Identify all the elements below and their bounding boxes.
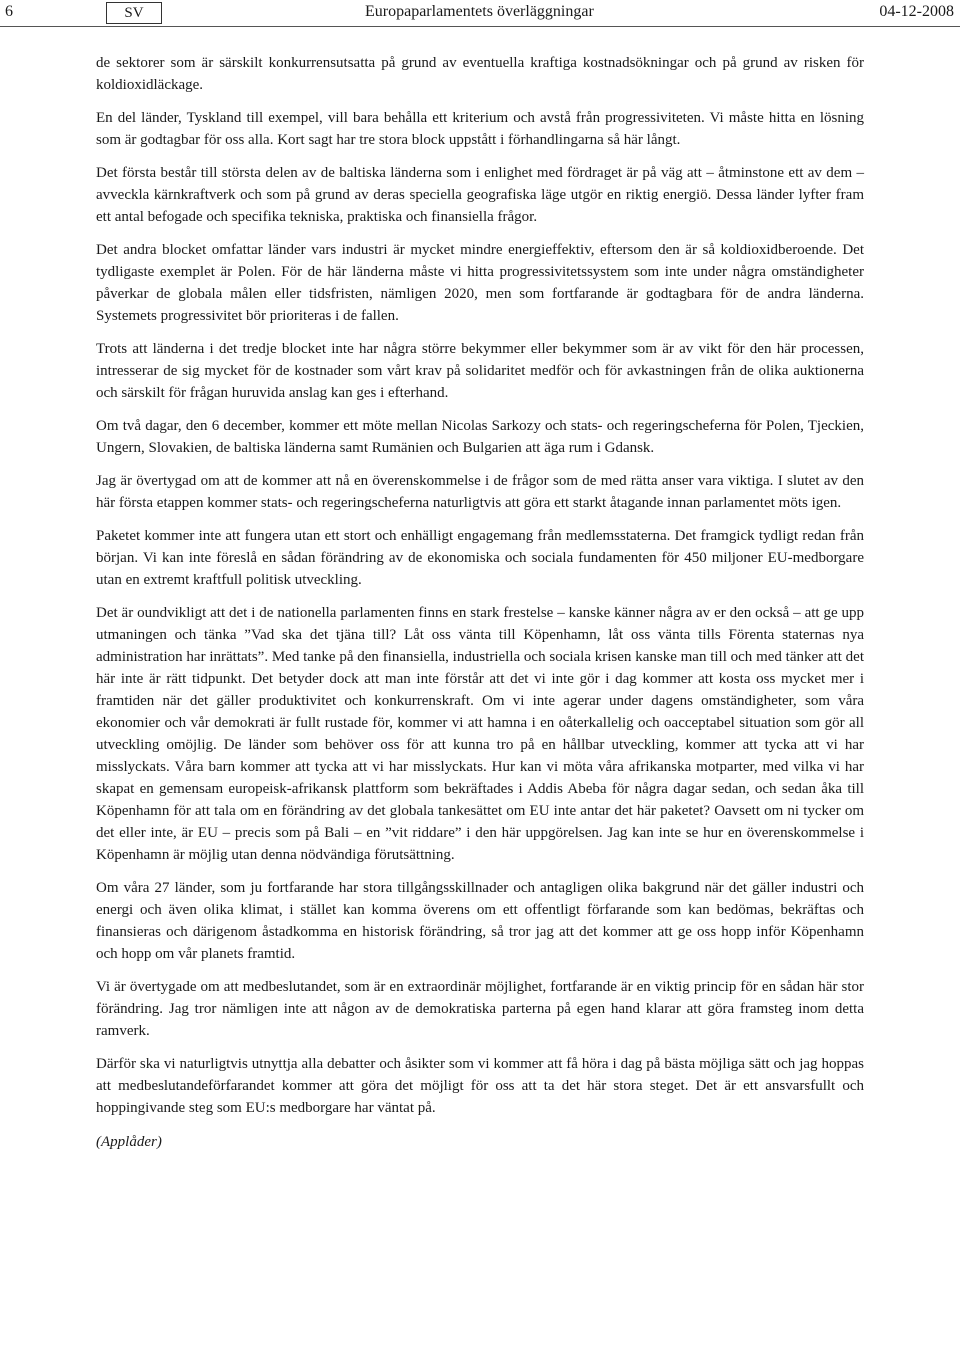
document-body: [96, 52, 864, 1164]
document-date: 04-12-2008: [879, 3, 954, 20]
language-code-box: SV: [106, 2, 162, 24]
paragraph: Det första består till största delen av de baltiska länderna som i enlighet med fördraget är på väg att – åtminstone ett av dem – avveckla kärnkraftverk och som på grund av deras speciella geografiska läge utgör en riktig energiö. Dessa länder lyfter fram ett antal befogade och specifika tekniska, praktiska och finansiella frågor.: [96, 165, 864, 225]
paragraph: Om två dagar, den 6 december, kommer ett möte mellan Nicolas Sarkozy och stats- och regeringscheferna för Polen, Tjeckien, Ungern, Slovakien, de baltiska länderna samt Rumänien och Bulgarien att äga rum i Gdansk.: [96, 418, 864, 456]
stage-direction: (Applåder): [96, 1134, 162, 1150]
page-number: 6: [5, 3, 13, 20]
page-header: [0, 0, 960, 27]
paragraph: Paketet kommer inte att fungera utan ett stort och enhälligt engagemang från medlemsstaterna. Det framgick tydligt redan från början. Vi kan inte föreslå en sådan förändring av de ekonomiska och sociala fundamenten för 450 miljoner EU-medborgare utan en extremt kraftfull politisk utveckling.: [96, 528, 864, 588]
paragraph: de sektorer som är särskilt konkurrensutsatta på grund av eventuella kraftiga kostnadsökningar och på grund av risken för koldioxidläckage.: [96, 55, 864, 93]
paragraph: Det är oundvikligt att det i de nationella parlamenten finns en stark frestelse – kanske känner några av er den också – att ge upp utmaningen och tänka ”Vad ska det tjäna till? Låt oss vänta till Köpenhamn, låt oss vänta tills Förenta staternas nya administration har inrättats”. Med tanke på den finansiella, industriella och sociala krisen kanske man till och med tänker att det här inte är rätt tidpunkt. Det betyder dock att man inte förstår att det vi inte gör i dag kommer att kosta oss mycket mer i framtiden när det gäller produktivitet och konkurrenskraft. Om vi inte agerar under dagens omständigheter, som våra ekonomier och vår demokrati är fullt rustade för, kommer vi att hamna i en oåterkallelig och oacceptabel situation som gör all utveckling omöjlig. De länder som behöver oss för att kunna tro på en hållbar utveckling, kommer att tycka att vi har misslyckats. Våra barn kommer att tycka att vi har misslyckats. Hur kan vi möta våra afrikanska motparter, med vilka vi har skapat en gemensam europeisk-afrikansk plattform som bekräftades i Addis Abeba för några dagar sedan, och sedan åka till Köpenhamn för att tala om en förändring av det globala tankesättet om EU inte antar det här paketet? Oavsett om ni tycker om det eller inte, är EU – precis som på Bali – en ”vit riddare” i den här uppgörelsen. Jag kan inte se hur en överenskommelse i Köpenhamn är möjlig utan denna nödvändiga förutsättning.: [96, 605, 864, 863]
paragraph: Det andra blocket omfattar länder vars industri är mycket mindre energieffektiv, eftersom den är så koldioxidberoende. Det tydligaste exemplet är Polen. För de här länderna måste vi hitta progressivitetssystem som inte under några omständigheter påverkar de globala målen eller tidsfristen, nämligen 2020, men som fortfarande är godtagbara för de andra länderna. Systemets progressivitet bör prioriteras i de fallen.: [96, 242, 864, 324]
paragraph: Vi är övertygade om att medbeslutandet, som är en extraordinär möjlighet, fortfarande är en viktig princip för en sådan här stor förändring. Jag tror nämligen inte att någon av de demokratiska parterna på egen hand klarar att göra framsteg inom detta ramverk.: [96, 979, 864, 1039]
paragraph: Jag är övertygad om att de kommer att nå en överenskommelse i de frågor som de med rätta anser vara viktiga. I slutet av den här första etappen kommer stats- och regeringscheferna naturligtvis att göra ett starkt åtagande innan parlamentet möts igen.: [96, 473, 864, 511]
paragraph: Därför ska vi naturligtvis utnyttja alla debatter och åsikter som vi kommer att få höra i dag på bästa möjliga sätt och jag hoppas att medbeslutandeförfarandet kommer att göra det möjligt för oss att ta det här stora steget. Det är ett ansvarsfullt och hoppingivande steg som EU:s medborgare har väntat på.: [96, 1056, 864, 1116]
paragraph: Om våra 27 länder, som ju fortfarande har stora tillgångsskillnader och antagligen olika bakgrund när det gäller industri och energi och även olika klimat, i stället kan komma överens om ett offentligt förfarande som kan bedömas, bekräftas och finansieras och därigenom åstadkomma en historisk förändring, så tror jag att det kommer att ge oss hopp inför Köpenhamn och hopp om vår planets framtid.: [96, 880, 864, 962]
paragraph: En del länder, Tyskland till exempel, vill bara behålla ett kriterium och avstå från progressiviteten. Vi måste hitta en lösning som är godtagbar för oss alla. Kort sagt har tre stora block uppstått i förhandlingarna så här långt.: [96, 110, 864, 148]
document-title: Europaparlamentets överläggningar: [365, 3, 594, 20]
paragraph: Trots att länderna i det tredje blocket inte har några större bekymmer eller bekymmer som är av vikt för den här processen, intresserar de sig mycket för de kostnader som vårt krav på solidaritet medför och för avkastningen från de olika auktionerna och särskilt för frågan huruvida anslag kan ges i efterhand.: [96, 341, 864, 401]
